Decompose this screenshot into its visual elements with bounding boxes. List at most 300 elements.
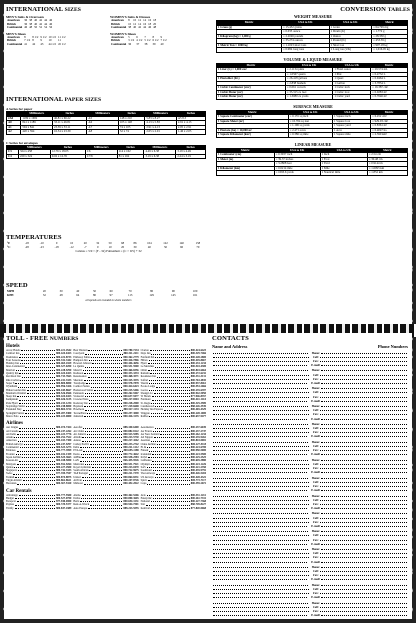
leader-dots: [160, 433, 189, 435]
phone-number-line[interactable]: [320, 522, 407, 523]
name-address-line[interactable]: [213, 531, 308, 532]
leader-dots: [15, 497, 55, 499]
name-address-line[interactable]: [213, 419, 307, 420]
phone-number-line[interactable]: [320, 540, 407, 541]
phone-number-line[interactable]: [321, 615, 407, 616]
entry-phone: 800-445-8667: [190, 358, 206, 362]
table-cell: = 1.772 g: [372, 30, 408, 35]
phone-number-line[interactable]: [320, 414, 407, 415]
name-address-line[interactable]: [213, 526, 307, 527]
entry-phone: 800-221-2350: [190, 465, 206, 469]
entry-name: Super 8: [6, 381, 15, 385]
name-address-line[interactable]: [213, 567, 308, 568]
column-header: USA to UK: [320, 148, 367, 153]
table-row: [110, 43, 168, 47]
entry-phone: 800-227-6963: [123, 398, 139, 402]
phone-type-label: E-mail:: [311, 399, 321, 403]
column-header: Metric: [372, 21, 408, 26]
entry-phone: 888-223-5555: [123, 506, 139, 510]
table-cell: 104: [147, 241, 152, 245]
entry-name: Emirates: [6, 449, 16, 453]
name-address-line[interactable]: [213, 575, 309, 576]
phone-number-line[interactable]: [321, 370, 407, 371]
leader-dots: [153, 497, 190, 499]
phone-number-line[interactable]: [320, 464, 407, 465]
phone-number-line[interactable]: [320, 535, 407, 536]
name-address-line[interactable]: [213, 397, 309, 398]
phone-number-line[interactable]: [320, 589, 407, 590]
leader-dots: [151, 412, 190, 414]
table-cell: 129: [149, 292, 154, 297]
table-cell: 1 Acre: [333, 128, 371, 133]
name-address-line[interactable]: [213, 468, 309, 469]
phone-number-line[interactable]: [320, 607, 407, 608]
phone-number-line[interactable]: [320, 361, 407, 362]
phone-number-line[interactable]: [320, 518, 407, 519]
row-label: KPH: [7, 292, 14, 297]
name-address-line[interactable]: [213, 593, 309, 594]
name-address-line[interactable]: [213, 436, 307, 437]
table-cell: = 0.061 cu inch: [285, 86, 333, 91]
list-item: [73, 415, 138, 418]
leader-dots: [89, 469, 122, 471]
leader-dots: [147, 446, 190, 448]
entry-phone: 800-223-1226: [190, 462, 206, 466]
entry-phone: 800-262-1234: [190, 432, 206, 436]
contact-entry[interactable]: [212, 547, 408, 563]
phone-type-label: Fax:: [313, 556, 319, 560]
table-cell: 37: [136, 41, 140, 46]
entry-phone: 800-874-8875: [56, 475, 72, 479]
entry-phone: 800-424-6423: [56, 395, 72, 399]
name-address-line[interactable]: [213, 379, 309, 380]
table-cell: 10: [70, 241, 74, 245]
phone-number-line[interactable]: [321, 436, 407, 437]
phone-number-line[interactable]: [321, 388, 407, 389]
table-cell: A7: [87, 125, 118, 130]
leader-dots: [17, 433, 55, 435]
leader-dots: [83, 369, 123, 371]
phone-type-label: Cell:: [312, 445, 319, 449]
name-address-line[interactable]: [213, 486, 309, 487]
contact-line[interactable]: [212, 524, 408, 528]
phone-number-line[interactable]: [320, 500, 407, 501]
entry-name: TAP Portugal: [73, 472, 88, 476]
leader-dots: [17, 395, 55, 397]
name-address-line[interactable]: [213, 585, 308, 586]
phone-number-line[interactable]: [321, 508, 407, 509]
entry-phone: 800-367-5320: [56, 482, 72, 486]
entry-name: Austrian: [140, 439, 150, 443]
contact-line[interactable]: [212, 381, 408, 385]
leader-dots: [19, 494, 55, 496]
name-address-line[interactable]: [213, 392, 309, 393]
phone-number-line[interactable]: [321, 478, 407, 479]
name-address-line[interactable]: [213, 615, 307, 616]
name-address-line[interactable]: [213, 553, 309, 554]
row-label: A0: [7, 121, 21, 126]
name-address-line[interactable]: [213, 383, 307, 384]
name-address-line[interactable]: [213, 442, 308, 443]
table-cell: 32: [42, 292, 46, 297]
name-address-line[interactable]: [213, 432, 309, 433]
table-cell: 80: [92, 292, 96, 297]
womens-shoes-table: [110, 36, 168, 47]
name-address-line[interactable]: [213, 414, 309, 415]
name-address-line[interactable]: [213, 361, 309, 362]
table-cell: = 26.418 gallons: [285, 77, 333, 82]
table-cell: 46: [24, 25, 28, 29]
entry-name: Fairfield Inn: [140, 355, 155, 359]
entry-phone: 800-222-8733: [56, 355, 72, 359]
table-cell: 50: [34, 25, 38, 29]
phone-number-line[interactable]: [321, 353, 407, 354]
name-address-line[interactable]: [213, 490, 307, 491]
table-cell: 54: [44, 25, 48, 29]
name-address-line[interactable]: [213, 450, 309, 451]
leader-dots: [18, 385, 55, 387]
row-label: Continental: [7, 25, 23, 29]
leader-dots: [17, 463, 55, 465]
table-cell: = 2.54 cm: [367, 153, 407, 158]
entry-name: Iberia: [73, 452, 80, 456]
name-address-line[interactable]: [213, 518, 309, 519]
name-address-line[interactable]: [213, 424, 308, 425]
phone-type-label: Home:: [311, 530, 320, 534]
table-cell: 0: [55, 241, 58, 245]
entry-name: Candlewood: [140, 405, 155, 409]
phone-number-line[interactable]: [320, 504, 407, 505]
name-address-line[interactable]: [213, 597, 307, 598]
name-address-line[interactable]: [213, 428, 309, 429]
phone-number-line[interactable]: [321, 472, 407, 473]
table-cell: 1 Ounce: [329, 34, 371, 39]
contact-line[interactable]: [212, 434, 408, 438]
table-cell: 46.81 x 66.22: [53, 116, 87, 121]
entry-phone: 800-843-0002: [190, 439, 206, 443]
table-cell: 46: [49, 18, 53, 22]
name-address-line[interactable]: [213, 375, 309, 376]
contact-entry[interactable]: [212, 511, 408, 527]
contact-entry[interactable]: [212, 458, 408, 474]
leader-dots: [80, 500, 122, 502]
phone-number-line[interactable]: [320, 450, 407, 451]
name-address-line[interactable]: [213, 508, 307, 509]
leader-dots: [152, 453, 189, 455]
name-address-line[interactable]: [213, 446, 309, 447]
name-address-line[interactable]: [213, 388, 308, 389]
phone-number-line[interactable]: [320, 593, 407, 594]
contact-entry[interactable]: [212, 583, 408, 599]
name-address-line[interactable]: [213, 478, 308, 479]
name-address-line[interactable]: [213, 401, 307, 402]
entry-phone: 800-237-2747: [190, 429, 206, 433]
entry-name: Westin: [140, 381, 149, 385]
phone-number-line[interactable]: [321, 531, 407, 532]
entry-phone: 800-223-0470: [123, 465, 139, 469]
entry-phone: 888-749-8227: [190, 503, 206, 507]
phone-number-line[interactable]: [320, 468, 407, 469]
table-cell: 841 x 1189: [21, 121, 53, 126]
table-cell: = 0.0283 m³: [371, 90, 408, 95]
contact-entry[interactable]: [212, 565, 408, 581]
phone-number-line[interactable]: [320, 575, 407, 576]
phone-number-line[interactable]: [321, 442, 407, 443]
phone-number-line[interactable]: [320, 611, 407, 612]
name-address-line[interactable]: [213, 562, 307, 563]
contact-line[interactable]: [212, 577, 408, 581]
row-label: American: [7, 34, 20, 39]
table-cell: -23: [39, 244, 44, 249]
entry-name: Accor Hotels: [6, 349, 21, 352]
leader-dots: [164, 408, 190, 410]
row-label: MPH: [7, 289, 14, 293]
phone-number-line[interactable]: [320, 482, 407, 483]
phone-type-label: Fax:: [313, 413, 319, 417]
entry-phone: 800-426-3135: [123, 414, 139, 418]
phone-number-line[interactable]: [320, 392, 407, 393]
table-cell: 97: [109, 292, 113, 297]
phone-number-line[interactable]: [321, 490, 407, 491]
table-cell: = 1.196 sq yards: [288, 124, 332, 129]
phone-number-line[interactable]: [321, 579, 407, 580]
directory-panel: [4, 333, 412, 619]
phone-number-line[interactable]: [320, 432, 407, 433]
column-header: Metric: [371, 110, 408, 115]
phone-number-line[interactable]: [321, 544, 407, 545]
leader-dots: [149, 449, 189, 451]
phone-number-line[interactable]: [321, 454, 407, 455]
table-cell: 50: [92, 289, 96, 293]
table-row: [6, 43, 67, 47]
name-address-line[interactable]: [213, 365, 307, 366]
list-item: [73, 507, 138, 510]
entry-name: China Airlines: [140, 442, 157, 446]
entry-phone: 800-272-6232: [190, 372, 206, 376]
contact-entry[interactable]: [212, 476, 408, 492]
phone-number-line[interactable]: [320, 410, 407, 411]
table-cell: 81 x 162: [117, 154, 144, 159]
name-address-line[interactable]: [213, 500, 309, 501]
phone-number-line[interactable]: [321, 549, 407, 550]
contact-line[interactable]: [212, 452, 408, 456]
entry-name: Rodeway Inn: [73, 401, 88, 405]
leader-dots: [18, 469, 55, 471]
contact-line[interactable]: [212, 559, 408, 563]
phone-number-line[interactable]: [320, 375, 407, 376]
phone-number-line[interactable]: [321, 496, 407, 497]
table-cell: 6: [136, 34, 138, 39]
table-cell: 10 1/2: [48, 34, 57, 39]
entry-phone: 800-233-2742: [123, 442, 139, 446]
entry-name: Doubletree: [6, 355, 18, 359]
phone-number-line[interactable]: [320, 428, 407, 429]
name-address-line[interactable]: [213, 370, 308, 371]
leader-dots: [85, 430, 122, 432]
entry-phone: 800-441-1414: [190, 398, 206, 402]
name-address-line[interactable]: [213, 472, 307, 473]
table-cell: 80: [150, 289, 154, 293]
contact-line[interactable]: [212, 363, 408, 367]
name-address-line[interactable]: [213, 579, 307, 580]
table-cell: 1 Grain: [329, 25, 371, 30]
contact-entry[interactable]: [212, 529, 408, 545]
phone-number-line[interactable]: [321, 597, 407, 598]
leader-dots: [87, 412, 122, 414]
phone-number-line[interactable]: [321, 567, 407, 568]
table-cell: -7: [84, 244, 87, 249]
phone-number-line[interactable]: [321, 383, 407, 384]
row-label: 1 Square Centimeter (cm²): [217, 115, 289, 120]
contact-entry[interactable]: [212, 404, 408, 420]
phone-number-line[interactable]: [321, 562, 407, 563]
phone-number-line[interactable]: [320, 557, 407, 558]
contact-entry[interactable]: [212, 351, 408, 367]
leader-dots: [85, 352, 122, 354]
entry-name: Quality Inn: [6, 372, 19, 376]
entry-name: Auto Europe: [73, 506, 88, 510]
entry-name: Frontier: [6, 452, 15, 456]
phone-type-label: Fax:: [313, 395, 319, 399]
column-header: Millimeters: [85, 145, 117, 150]
phone-number-line[interactable]: [320, 357, 407, 358]
column-header: Millimeters: [145, 112, 176, 117]
phone-type-label: Cell:: [312, 355, 319, 359]
phone-number-line[interactable]: [321, 401, 407, 402]
name-address-line[interactable]: [213, 607, 309, 608]
entry-phone: 800-462-5266: [123, 493, 139, 497]
name-address-line[interactable]: [213, 535, 309, 536]
phone-number-line[interactable]: [321, 513, 407, 514]
name-address-line[interactable]: [213, 513, 308, 514]
contact-line[interactable]: [212, 542, 408, 546]
phone-type-label: Cell:: [312, 409, 319, 413]
surface-title: SURFACE MEASURE: [293, 103, 333, 109]
contact-line[interactable]: [212, 613, 408, 617]
phone-number-line[interactable]: [321, 419, 407, 420]
phone-number-line[interactable]: [321, 406, 407, 407]
contact-line[interactable]: [212, 416, 408, 420]
row-label: British: [7, 21, 16, 26]
phone-type-label: Fax:: [313, 538, 319, 542]
leader-dots: [23, 408, 55, 410]
phone-type-label: Home:: [311, 476, 320, 480]
entry-name: Staybridge Suites: [6, 405, 25, 409]
name-address-line[interactable]: [213, 549, 308, 550]
table-cell: 10: [133, 18, 137, 22]
entry-name: Radisson: [73, 372, 84, 376]
name-address-line[interactable]: [213, 353, 308, 354]
phone-number-line[interactable]: [321, 526, 407, 527]
name-address-line[interactable]: [213, 496, 308, 497]
name-address-line[interactable]: [213, 611, 309, 612]
name-address-line[interactable]: [213, 544, 307, 545]
table-cell: = 1.3080 cu yards: [285, 95, 333, 100]
phone-type-label: E-mail:: [311, 363, 321, 367]
leader-dots: [21, 359, 55, 361]
table-cell: 4.49 x 6.38: [144, 150, 176, 155]
name-address-line[interactable]: [213, 464, 309, 465]
table-cell: 18: [153, 18, 157, 22]
name-address-line[interactable]: [213, 557, 309, 558]
name-address-line[interactable]: [213, 522, 309, 523]
leader-dots: [15, 382, 55, 384]
contact-line[interactable]: [212, 595, 408, 599]
contact-entry[interactable]: [212, 494, 408, 510]
name-address-line[interactable]: [213, 357, 309, 358]
contact-line[interactable]: [212, 470, 408, 474]
leader-dots: [153, 469, 190, 471]
contact-entry[interactable]: [212, 422, 408, 438]
contact-entry[interactable]: [212, 440, 408, 456]
phone-number-line[interactable]: [321, 365, 407, 366]
contact-entry[interactable]: [212, 368, 408, 384]
entry-phone: 800-733-7663: [56, 375, 72, 379]
name-address-line[interactable]: [213, 540, 309, 541]
leader-dots: [147, 482, 189, 484]
leader-dots: [151, 402, 189, 404]
phone-number-line[interactable]: [320, 571, 407, 572]
phone-number-line[interactable]: [320, 486, 407, 487]
table-cell: 1 Nautical mile: [320, 171, 367, 176]
table-cell: -18: [24, 241, 29, 245]
entry-phone: 800-543-4300: [190, 365, 206, 369]
name-address-line[interactable]: [213, 504, 309, 505]
entry-name: Comfort Inn: [6, 352, 20, 356]
table-cell: 16: [143, 21, 147, 26]
phone-number-line[interactable]: [320, 446, 407, 447]
table-cell: = 35.315 cu feet: [285, 90, 333, 95]
table-cell: 2.91 x 4.13: [176, 121, 205, 126]
phone-number-line[interactable]: [320, 553, 407, 554]
entry-phone: 800-424-6423: [190, 349, 206, 352]
leader-dots: [19, 459, 55, 461]
contact-line[interactable]: [212, 399, 408, 403]
table-cell: = 1.852 km: [367, 171, 407, 176]
entry-phone: 800-452-2022: [123, 482, 139, 486]
phone-number-line[interactable]: [321, 460, 407, 461]
entry-phone: 800-233-1234: [56, 401, 72, 405]
phone-number-line[interactable]: [321, 424, 407, 425]
name-address-line[interactable]: [213, 603, 308, 604]
phone-number-line[interactable]: [320, 379, 407, 380]
name-address-line[interactable]: [213, 482, 309, 483]
phone-number-line[interactable]: [320, 397, 407, 398]
phone-number-line[interactable]: [321, 603, 407, 604]
contact-entry[interactable]: [212, 386, 408, 402]
row-label: 1 Square Meter (m²): [217, 119, 289, 124]
entry-phone: 800-228-2800: [190, 355, 206, 359]
table-cell: = 2.590 km²: [371, 133, 408, 138]
entry-name: Motel 6: [73, 368, 82, 372]
contact-line[interactable]: [212, 488, 408, 492]
column-header: Millimeters: [18, 145, 50, 150]
name-address-line[interactable]: [213, 454, 307, 455]
leader-dots: [83, 479, 123, 481]
name-address-line[interactable]: [213, 406, 308, 407]
table-cell: 148 x 210: [118, 116, 144, 121]
phone-number-line[interactable]: [321, 585, 407, 586]
name-address-line[interactable]: [213, 571, 309, 572]
contact-entry[interactable]: [212, 601, 408, 617]
contact-line[interactable]: [212, 506, 408, 510]
name-address-line[interactable]: [213, 460, 308, 461]
table-cell: = 28.350 g: [372, 34, 408, 39]
table-cell: 30: [59, 289, 63, 293]
name-address-line[interactable]: [213, 589, 309, 590]
name-address-line[interactable]: [213, 410, 309, 411]
entry-name: EVA Air: [73, 449, 83, 453]
